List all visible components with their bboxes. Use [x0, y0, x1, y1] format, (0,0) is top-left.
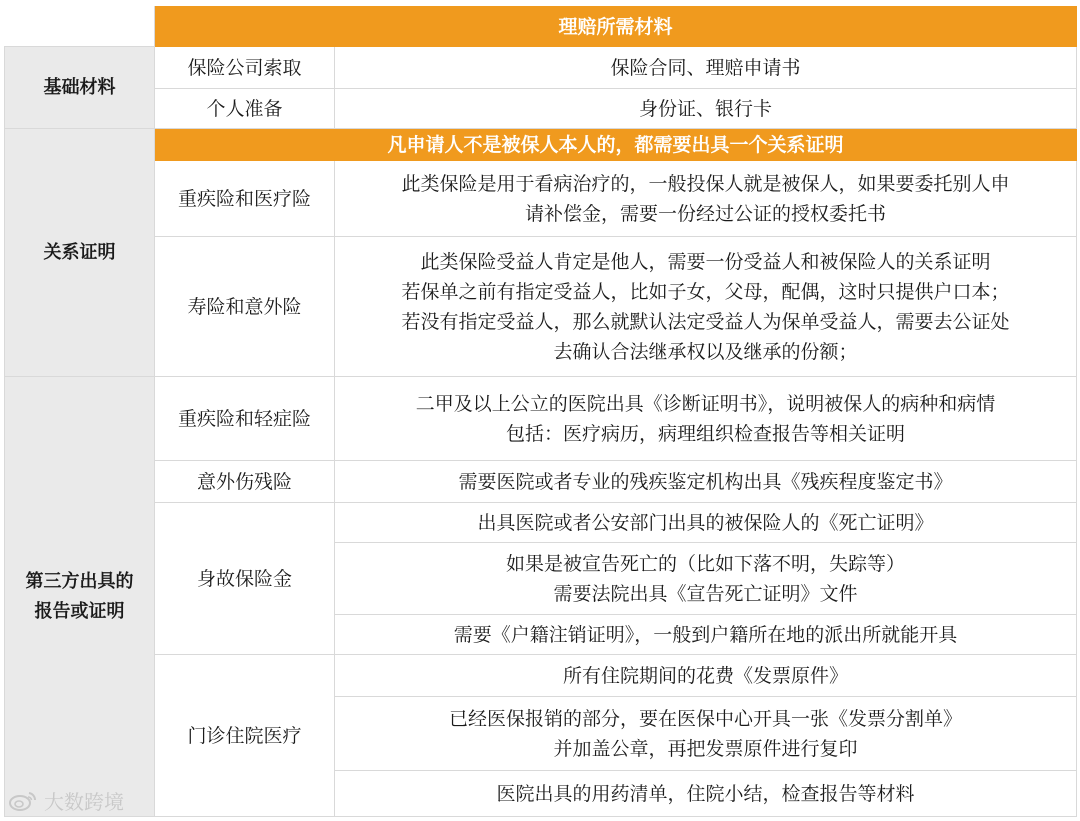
- relation-banner: 凡申请人不是被保人本人的，都需要出具一个关系证明: [155, 129, 1077, 161]
- watermark: [8, 786, 124, 815]
- corner-cell: [5, 7, 155, 47]
- row-label: 寿险和意外险: [155, 237, 335, 377]
- content-line: 若保单之前有指定受益人，比如子女，父母，配偶，这时只提供户口本；: [401, 280, 1010, 303]
- row-label: 身故保险金: [155, 503, 335, 655]
- watermark-text: 大数跨境: [44, 790, 124, 814]
- row-label: 重疾险和轻症险: [155, 377, 335, 461]
- category-line: 第三方出具的: [25, 570, 134, 592]
- content-line: 二甲及以上公立的医院出具《诊断证明书》，说明被保人的病种和病情: [415, 392, 996, 415]
- row-content: [335, 697, 1077, 771]
- row-label: 保险公司索取: [155, 47, 335, 89]
- content-line: 此类保险是用于看病治疗的，一般投保人就是被保人，如果要委托别人申: [401, 172, 1010, 195]
- category-basic: 基础材料: [5, 47, 155, 129]
- content-line: 并加盖公章，再把发票原件进行复印: [553, 737, 858, 760]
- content-line: 如果是被宣告死亡的（比如下落不明，失踪等）: [506, 552, 906, 575]
- row-content: [335, 237, 1077, 377]
- content-line: 若没有指定受益人，那么就默认法定受益人为保单受益人，需要去公证处: [401, 310, 1010, 333]
- row-content: 医院出具的用药清单，住院小结，检查报告等材料: [335, 771, 1077, 817]
- content-line: 包括：医疗病历，病理组织检查报告等相关证明: [506, 422, 906, 445]
- row-content: [335, 543, 1077, 615]
- row-content: 出具医院或者公安部门出具的被保险人的《死亡证明》: [335, 503, 1077, 543]
- category-line: 报告或证明: [34, 600, 125, 622]
- row-content: 需要医院或者专业的残疾鉴定机构出具《残疾程度鉴定书》: [335, 461, 1077, 503]
- row-content: [335, 377, 1077, 461]
- row-label: 个人准备: [155, 89, 335, 129]
- category-third-party: [5, 377, 155, 817]
- row-content: 身份证、银行卡: [335, 89, 1077, 129]
- content-line: 去确认合法继承权以及继承的份额；: [553, 340, 858, 363]
- row-content: 需要《户籍注销证明》，一般到户籍所在地的派出所就能开具: [335, 615, 1077, 655]
- weibo-logo-icon: [8, 790, 38, 812]
- content-line: 已经医保报销的部分，要在医保中心开具一张《发票分割单》: [449, 707, 963, 730]
- content-line: 此类保险受益人肯定是他人，需要一份受益人和被保险人的关系证明: [420, 250, 991, 273]
- row-content: 保险合同、理赔申请书: [335, 47, 1077, 89]
- table-title: 理赔所需材料: [155, 7, 1077, 47]
- row-content: [335, 161, 1077, 237]
- row-label: 门诊住院医疗: [155, 655, 335, 817]
- category-relation: 关系证明: [5, 129, 155, 377]
- row-label: 意外伤残险: [155, 461, 335, 503]
- content-line: 请补偿金，需要一份经过公证的授权委托书: [525, 202, 887, 225]
- row-label: 重疾险和医疗险: [155, 161, 335, 237]
- content-line: 需要法院出具《宣告死亡证明》文件: [553, 582, 858, 605]
- claims-materials-table: [4, 6, 1077, 817]
- row-content: 所有住院期间的花费《发票原件》: [335, 655, 1077, 697]
